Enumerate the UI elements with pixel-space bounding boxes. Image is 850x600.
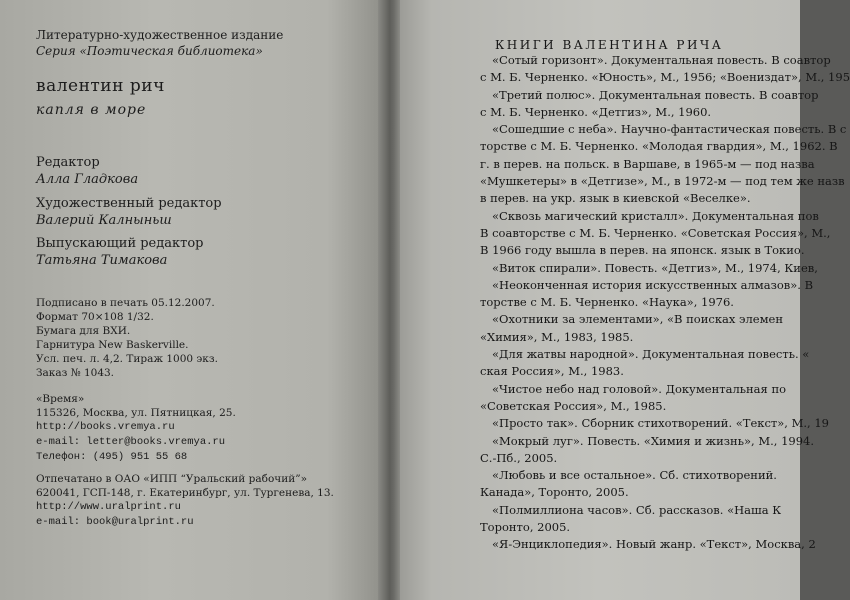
imprint-line: Усл. печ. л. 4,2. Тираж 1000 экз. <box>36 353 218 365</box>
list-line: «Мушкетеры» в «Детгизе», М., в 1972-м — под тем же назв <box>480 174 845 189</box>
author-name: валентин рич <box>36 76 165 96</box>
list-line: торстве с М. Б. Черненко. «Наука», 1976. <box>480 295 734 310</box>
list-line: «Просто так». Сборник стихотворений. «Текст», М., 19 <box>492 416 829 431</box>
list-line: «Охотники за элементами», «В поисках элемен <box>492 312 783 327</box>
list-line: «Для жатвы народной». Документальная повесть. « <box>492 347 810 362</box>
art-editor-role: Художественный редактор <box>36 196 222 211</box>
list-line: С.-Пб., 2005. <box>480 450 558 465</box>
imprint-line: Гарнитура New Baskerville. <box>36 339 189 351</box>
list-line: Торонто, 2005. <box>480 520 571 535</box>
editor-name: Алла Гладкова <box>36 172 139 187</box>
printer-address: 620041, ГСП-148, г. Екатеринбург, ул. Тургенева, 13. <box>36 487 334 499</box>
list-line: «Виток спирали». Повесть. «Детгиз», М., 1974, Киев, <box>492 260 818 275</box>
editor-role: Редактор <box>36 155 100 170</box>
edition-type: Литературно-художественное издание <box>36 28 284 42</box>
list-line: В 1966 году вышла в перев. на японск. язык в Токио. <box>480 243 805 258</box>
list-line: «Чистое небо над головой». Документальная по <box>492 381 787 396</box>
right-page <box>400 0 850 600</box>
publisher-url: http://books.vremya.ru <box>36 421 175 433</box>
printer-email: e-mail: book@uralprint.ru <box>36 516 194 528</box>
issue-editor-role: Выпускающий редактор <box>36 236 204 251</box>
printer-name: Отпечатано в ОАО «ИПП “Уральский рабочий”» <box>36 473 308 485</box>
imprint-line: Бумага для ВХИ. <box>36 325 131 337</box>
list-line: «Сошедшие с неба». Научно-фантастическая повесть. В с <box>492 122 847 137</box>
list-line: «Мокрый луг». Повесть. «Химия и жизнь», М., 1994. <box>492 433 814 448</box>
publisher-name: «Время» <box>36 393 85 405</box>
left-page <box>0 0 385 600</box>
list-line: торстве с М. Б. Черненко. «Молодая гвардия», М., 1962. В <box>480 139 838 154</box>
list-line: Канада», Торонто, 2005. <box>480 485 629 500</box>
list-line: «Третий полюс». Документальная повесть. В соавтор <box>492 87 819 102</box>
books-list <box>480 52 850 554</box>
list-line: ская Россия», М., 1983. <box>480 364 624 379</box>
list-line: «Я-Энциклопедия». Новый жанр. «Текст», Москва, 2 <box>492 537 816 552</box>
list-line: с М. Б. Черненко. «Детгиз», М., 1960. <box>480 104 712 119</box>
list-line: В соавторстве с М. Б. Черненко. «Советская Россия», М., <box>480 225 831 240</box>
art-editor-name: Валерий Калныньш <box>36 213 172 228</box>
publisher-email: e-mail: letter@books.vremya.ru <box>36 436 226 448</box>
issue-editor-name: Татьяна Тимакова <box>36 253 168 268</box>
list-line: «Неоконченная история искусственных алмазов». В <box>492 277 814 292</box>
printer-block <box>36 472 334 530</box>
imprint-block <box>36 296 218 380</box>
imprint-line: Заказ № 1043. <box>36 367 115 379</box>
list-line: «Любовь и все остальное». Сб. стихотворений. <box>492 468 777 483</box>
books-list-heading: КНИГИ ВАЛЕНТИНА РИЧА <box>495 38 724 52</box>
imprint-line: Формат 70×108 1/32. <box>36 311 154 323</box>
publisher-block <box>36 392 236 465</box>
printer-url: http://www.uralprint.ru <box>36 501 181 513</box>
list-line: с М. Б. Черненко. «Юность», М., 1956; «Воениздат», М., 195 <box>480 70 850 85</box>
list-line: «Полмиллиона часов». Сб. рассказов. «Наша К <box>492 502 782 517</box>
list-line: «Химия», М., 1983, 1985. <box>480 329 634 344</box>
publisher-phone: Телефон: (495) 951 55 68 <box>36 451 188 463</box>
list-line: г. в перев. на польск. в Варшаве, в 1965-м — под назва <box>480 156 815 171</box>
imprint-line: Подписано в печать 05.12.2007. <box>36 297 215 309</box>
book-title: капля в море <box>36 102 147 118</box>
list-line: «Советская Россия», М., 1985. <box>480 398 667 413</box>
series-name: Серия «Поэтическая библиотека» <box>36 44 263 58</box>
list-line: «Сквозь магический кристалл». Документальная пов <box>492 208 819 223</box>
publisher-address: 115326, Москва, ул. Пятницкая, 25. <box>36 407 236 419</box>
list-line: «Сотый горизонт». Документальная повесть. В соавтор <box>492 53 831 67</box>
list-line: в перев. на укр. язык в киевской «Веселке». <box>480 191 751 206</box>
